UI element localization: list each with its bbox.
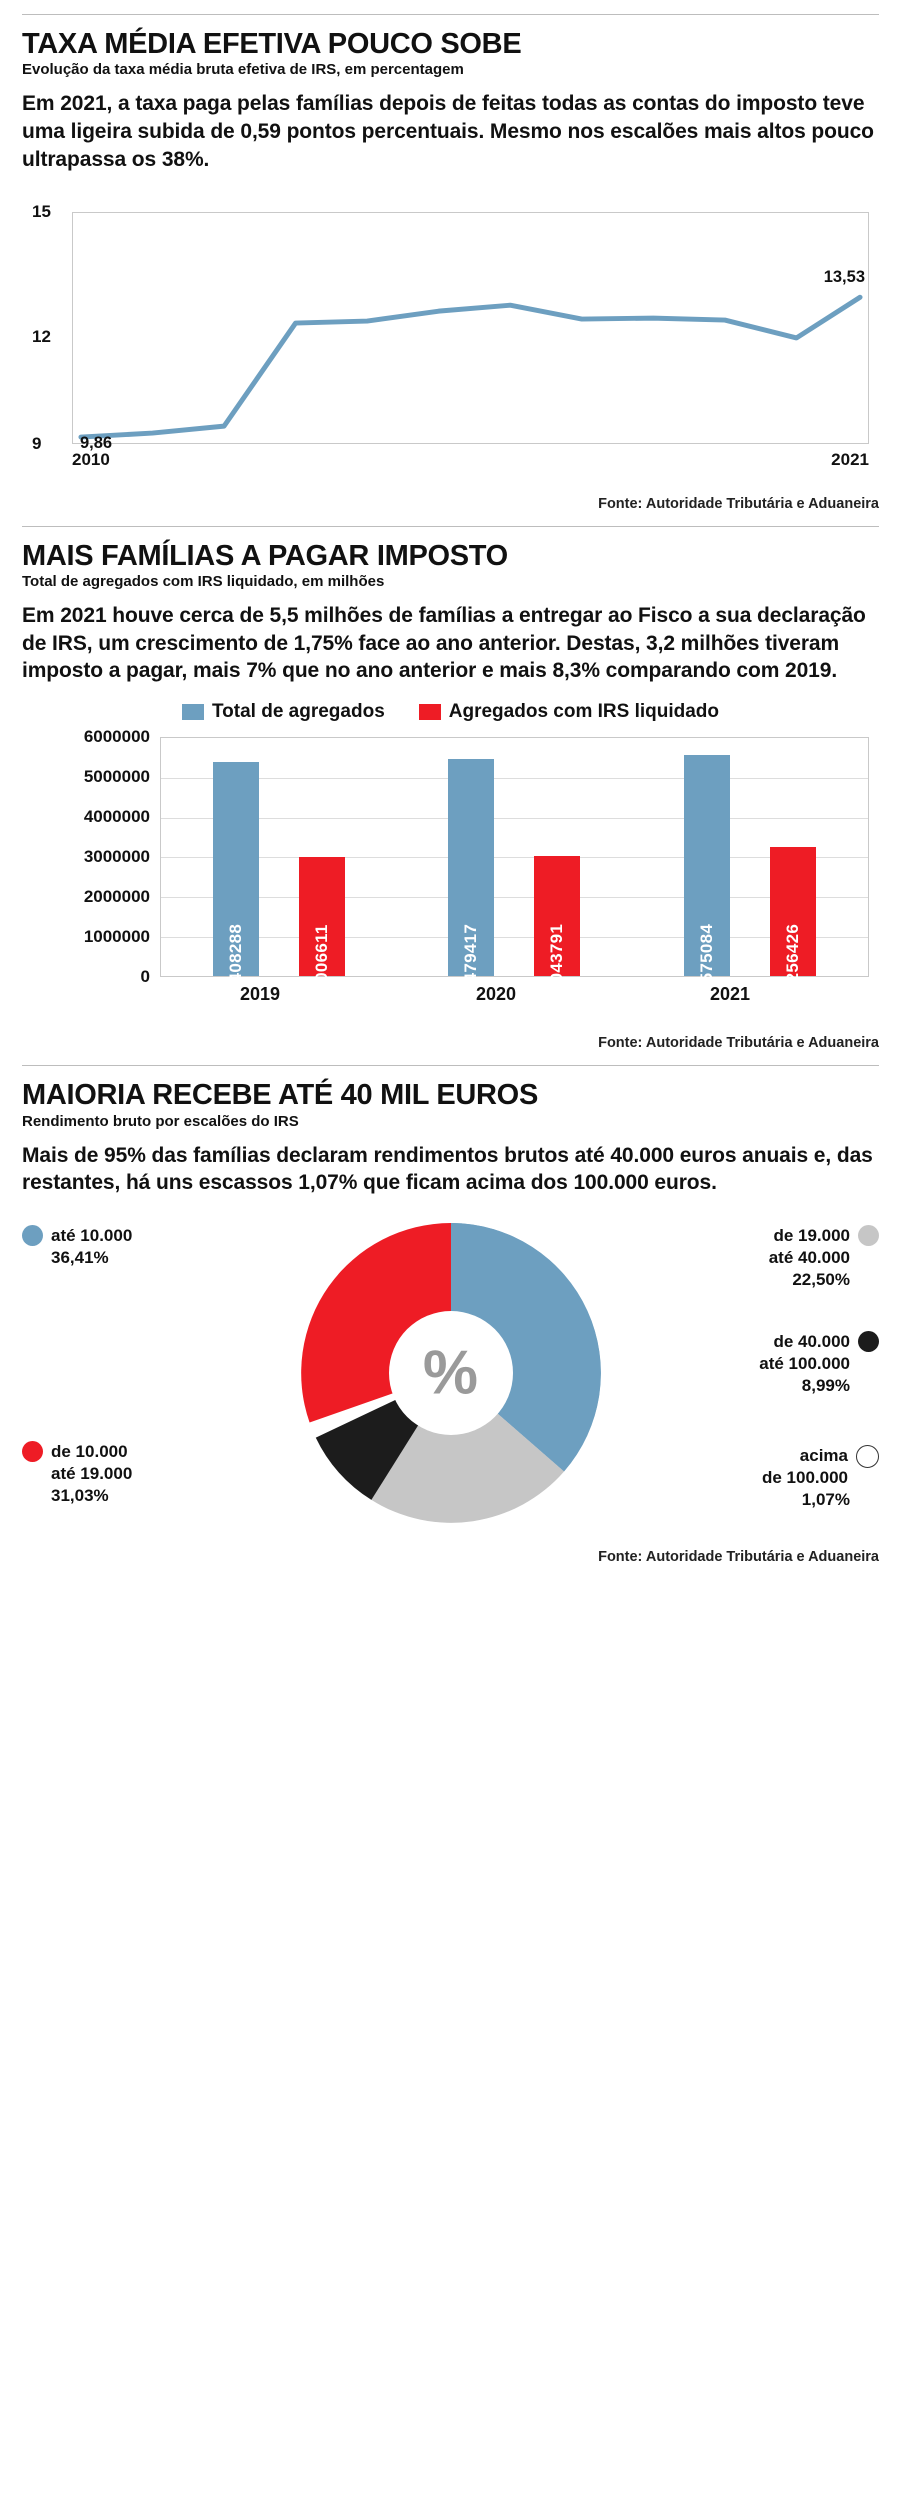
section-divider-2 (22, 526, 879, 527)
bar-value-total-2019: 5408288 (225, 924, 245, 993)
line-plot-area (72, 212, 869, 444)
pie-key-head-4 (759, 1331, 879, 1375)
line-xtick-2021: 2021 (831, 449, 869, 469)
bar-group-2020 (414, 738, 614, 993)
bar-ytick-6000000: 6000000 (83, 727, 150, 747)
pie-key-label-4b: até 100.000 (759, 1353, 850, 1373)
bar-ytick-5000000: 5000000 (83, 767, 150, 787)
section-mais-familias (0, 541, 901, 1052)
pie-key-label-3a: de 19.000 (773, 1226, 850, 1246)
pie-key-pct-5: 1,07% (801, 1489, 850, 1509)
pie-key-dot-red (22, 1441, 43, 1462)
bar-liquidado-2021 (770, 847, 816, 993)
line-ytick-9: 9 (32, 433, 42, 453)
bar-total-2021 (684, 755, 730, 993)
pie-key-de-10000-19000 (22, 1441, 132, 1506)
pie-key-head-5 (762, 1445, 879, 1489)
bar-ytick-2000000: 2000000 (83, 887, 150, 907)
pie-graphic (295, 1217, 607, 1529)
pie-key-pct-4: 8,99% (801, 1375, 850, 1395)
line-xtick-2010: 2010 (72, 449, 110, 469)
bar-chart (22, 729, 879, 1029)
source-note-2: Fonte: Autoridade Tributária e Aduaneira (598, 1035, 879, 1052)
section-maioria-recebe (0, 1080, 901, 1565)
bar-ytick-3000000: 3000000 (83, 847, 150, 867)
pie-key-head-3 (769, 1225, 879, 1269)
bar-value-liquidado-2019: 3006611 (311, 924, 331, 992)
pie-key-label-5a: acima (799, 1446, 848, 1466)
infographic-page (0, 14, 901, 1565)
pie-key-head-1 (22, 1225, 132, 1247)
bar-ytick-4000000: 4000000 (83, 807, 150, 827)
section-taxa-media (0, 29, 901, 512)
pie-key-label-1: até 10.000 (51, 1226, 133, 1246)
pie-key-pct-3: 22,50% (792, 1269, 850, 1289)
bar-group-2019 (179, 738, 379, 993)
pie-key-pct-2: 31,03% (51, 1485, 109, 1505)
section-title-2: MAIS FAMÍLIAS A PAGAR IMPOSTO (22, 539, 508, 572)
line-ytick-15: 15 (32, 201, 51, 221)
section-subtitle-3: Rendimento bruto por escalões do IRS (22, 1112, 299, 1130)
line-chart (22, 190, 879, 490)
pie-key-dot-white (856, 1445, 879, 1468)
bar-chart-legend (22, 701, 879, 723)
line-annotation-start: 9,86 (80, 433, 113, 452)
pie-key-head-2 (22, 1441, 132, 1485)
bar-value-liquidado-2021: 3256426 (783, 924, 803, 993)
legend-label-total-agregados: Total de agregados (211, 701, 385, 723)
pie-key-dot-grey (858, 1225, 879, 1246)
section-subtitle-2: Total de agregados com IRS liquidado, em milhões (22, 573, 385, 591)
pie-key-label-4a: de 40.000 (773, 1332, 850, 1352)
bar-liquidado-2020 (534, 856, 580, 993)
bar-ytick-0: 0 (140, 967, 150, 987)
section-lede-3: Mais de 95% das famílias declaram rendimentos brutos até 40.000 euros anuais e, das restantes, há uns escassos 1,07% que ficam acima dos 100.000 euros. (22, 1143, 873, 1195)
section-title-3: MAIORIA RECEBE ATÉ 40 MIL EUROS (22, 1079, 538, 1112)
legend-swatch-red (419, 704, 441, 720)
section-lede-2: Em 2021 houve cerca de 5,5 milhões de famílias a entregar ao Fisco a sua declaração de IRS, um crescimento de 1,75% face ao ano anterior. Destas, 3,2 milhões tiveram imposto a pagar, mais 7% que no ano anterior e mais 8,3% comparando com 2019. (22, 604, 866, 683)
bar-total-2019 (213, 762, 259, 993)
pie-chart (22, 1213, 879, 1543)
pie-key-de-40000-100000 (759, 1331, 879, 1396)
bar-plot-area (160, 737, 869, 993)
pie-key-label-5b: de 100.000 (761, 1467, 848, 1487)
line-ytick-12: 12 (32, 326, 51, 346)
bar-value-liquidado-2020: 3043791 (547, 924, 567, 993)
pie-key-label-2b: até 19.000 (51, 1463, 133, 1483)
bar-ytick-1000000: 1000000 (83, 927, 150, 947)
bar-xtick-2020: 2020 (475, 984, 517, 1005)
pie-key-ate-10000 (22, 1225, 132, 1269)
page-title: TAXA MÉDIA EFETIVA POUCO SOBE (22, 28, 522, 60)
section-subtitle: Evolução da taxa média bruta efetiva de IRS, em percentagem (22, 61, 464, 79)
pie-key-dot-black (858, 1331, 879, 1352)
pie-key-de-19000-40000 (769, 1225, 879, 1290)
source-note-3: Fonte: Autoridade Tributária e Aduaneira (598, 1549, 879, 1566)
pie-center-label: % (422, 1338, 479, 1408)
pie-key-dot-blue (22, 1225, 43, 1246)
bar-total-2020 (448, 759, 494, 993)
legend-label-irs-liquidado: Agregados com IRS liquidado (448, 701, 720, 723)
pie-key-label-2a: de 10.000 (51, 1442, 128, 1462)
line-annotation-end: 13,53 (823, 267, 865, 286)
bar-value-total-2021: 5575084 (697, 924, 717, 993)
bar-group-2021 (650, 738, 850, 993)
section-lede: Em 2021, a taxa paga pelas famílias depois de feitas todas as contas do imposto teve uma ligeira subida de 0,59 pontos percentuais. Mesmo nos escalões mais altos pouco ultrapassa os 38%. (22, 92, 874, 171)
bar-value-total-2020: 5479417 (461, 924, 481, 993)
pie-key-label-3b: até 40.000 (768, 1247, 850, 1267)
legend-swatch-blue (182, 704, 204, 720)
line-series-svg (73, 213, 868, 443)
pie-key-acima-100000 (762, 1445, 879, 1510)
source-note-1: Fonte: Autoridade Tributária e Aduaneira (598, 495, 879, 512)
legend-item-total-agregados (182, 701, 385, 723)
bar-xtick-2019: 2019 (239, 984, 281, 1005)
section-divider-3 (22, 1065, 879, 1066)
section-divider-1 (22, 14, 879, 15)
bar-liquidado-2019 (299, 857, 345, 992)
legend-item-irs-liquidado (419, 701, 719, 723)
bar-xtick-2021: 2021 (709, 984, 751, 1005)
pie-key-pct-1: 36,41% (51, 1247, 109, 1267)
